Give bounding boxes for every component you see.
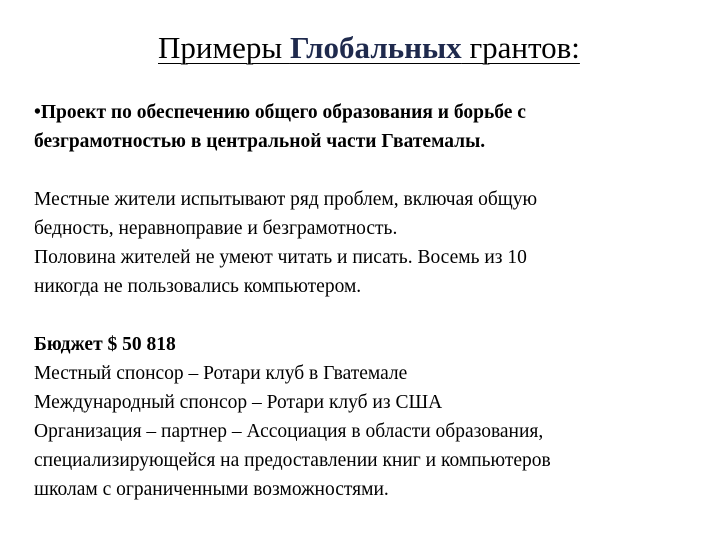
spacer	[34, 156, 706, 185]
description-line-1: Местные жители испытывают ряд проблем, включая общую	[34, 189, 538, 210]
budget-line-4: специализирующейся на предоставлении книг и компьютеров	[34, 450, 551, 471]
description-line-4: никогда не пользовались компьютером.	[34, 276, 362, 297]
spacer	[34, 301, 706, 330]
budget-line-1: Местный спонсор – Ротари клуб в Гватемале	[34, 363, 408, 384]
budget-label: Бюджет $ 50 818	[34, 334, 176, 355]
description-line-3: Половина жителей не умеют читать и писать. Восемь из 10	[34, 247, 527, 268]
bullet-marker: •	[34, 102, 41, 123]
budget-line-2: Международный спонсор – Ротари клуб из США	[34, 392, 443, 413]
title-prefix: Примеры	[158, 30, 290, 65]
description-line-2: бедность, неравноправие и безграмотность.	[34, 218, 398, 239]
project-line-1	[34, 98, 706, 127]
project-line-2: безграмотностью в центральной части Гватемалы.	[34, 131, 486, 152]
budget-paragraph	[34, 330, 706, 504]
project-line-1-text: Проект по обеспечению общего образования и борьбе с	[40, 102, 526, 123]
slide-title	[158, 28, 658, 68]
slide-content	[34, 98, 706, 504]
project-heading	[34, 98, 706, 156]
title-accent: Глобальных	[289, 30, 462, 65]
description-paragraph	[34, 185, 706, 301]
title-suffix: грантов:	[461, 30, 580, 65]
budget-line-3: Организация – партнер – Ассоциация в области образования,	[34, 421, 544, 442]
budget-line-5: школам с ограниченными возможностями.	[34, 479, 389, 500]
